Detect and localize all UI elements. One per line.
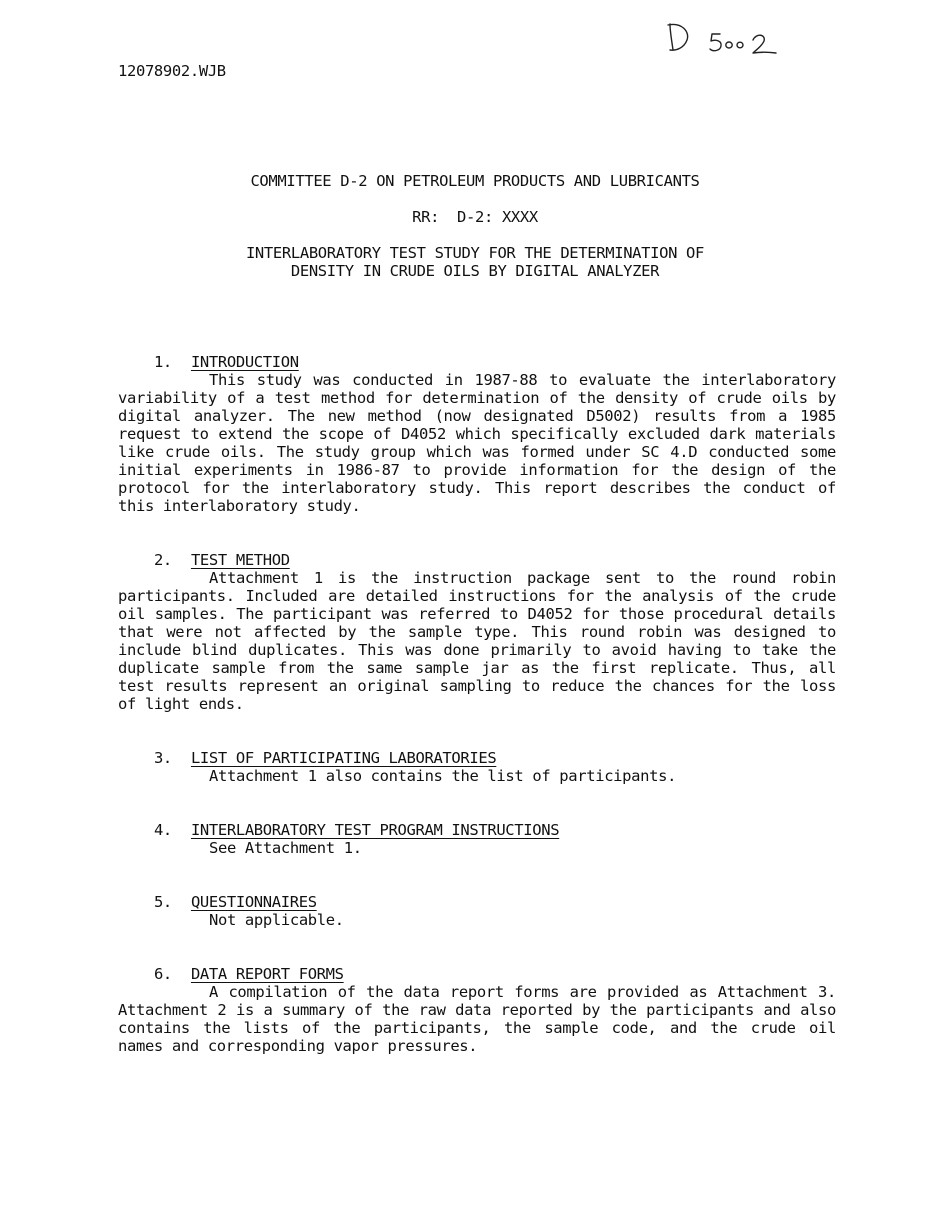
section-body-introduction (118, 371, 836, 515)
section-number: 5. (153, 893, 172, 911)
section-title: DATA REPORT FORMS (190, 965, 344, 983)
handwritten-note (660, 18, 790, 63)
section-body-data-report-forms (118, 983, 836, 1055)
section-text: See Attachment 1. (209, 839, 362, 857)
document-title-line-2: DENSITY IN CRUDE OILS BY DIGITAL ANALYZER (290, 262, 660, 280)
section-title: QUESTIONNAIRES (190, 893, 317, 911)
document-title-line-1: INTERLABORATORY TEST STUDY FOR THE DETERMINATION OF (245, 244, 705, 262)
document-id: 12078902.WJB (118, 62, 226, 80)
section-number: 4. (153, 821, 172, 839)
section-title: LIST OF PARTICIPATING LABORATORIES (190, 749, 497, 767)
section-number: 6. (153, 965, 172, 983)
section-title: TEST METHOD (190, 551, 290, 569)
handwritten-d5002-drawing (660, 18, 790, 63)
report-number: RR: D-2: XXXX (412, 208, 538, 226)
section-body-participating-laboratories (118, 767, 836, 785)
section-text: This study was conducted in 1987-88 to evaluate the interlaboratory variability of a test method for determination of the density of crude oils by digital analyzer. The new method (now designated D5002) results from a 1985 request to extend the scope of D4052 which specifically excluded dark materials like crude oils. The study group which was formed under SC 4.D conducted some initial experiments in 1986-87 to provide information for the design of the protocol for the interlaboratory study. This report describes the conduct of this interlaboratory study. (118, 371, 836, 515)
section-text: Attachment 1 is the instruction package sent to the round robin participants. Included are detailed instructions for the analysis of the crude oil samples. The participant was referred to D4052 for those procedural details that were not affected by the sample type. This round robin was designed to include blind duplicates. This was done primarily to avoid having to take the duplicate sample from the same sample jar as the first replicate. Thus, all test results represent an original sampling to reduce the chances for the loss of light ends. (118, 569, 836, 713)
section-number: 1. (153, 353, 172, 371)
section-number: 3. (153, 749, 172, 767)
section-text: Not applicable. (209, 911, 344, 929)
section-title: INTRODUCTION (190, 353, 299, 371)
section-text: Attachment 1 also contains the list of participants. (209, 767, 677, 785)
section-body-test-method (118, 569, 836, 713)
section-body-questionnaires (118, 911, 836, 929)
section-text: A compilation of the data report forms are provided as Attachment 3. Attachment 2 is a summary of the raw data reported by the participants and also contains the lists of the participants, the sample code, and the crude oil names and corresponding vapor pressures. (118, 983, 836, 1055)
section-number: 2. (153, 551, 172, 569)
section-body-program-instructions (118, 839, 836, 857)
section-title: INTERLABORATORY TEST PROGRAM INSTRUCTIONS (190, 821, 560, 839)
committee-heading: COMMITTEE D-2 ON PETROLEUM PRODUCTS AND LUBRICANTS (250, 172, 700, 190)
